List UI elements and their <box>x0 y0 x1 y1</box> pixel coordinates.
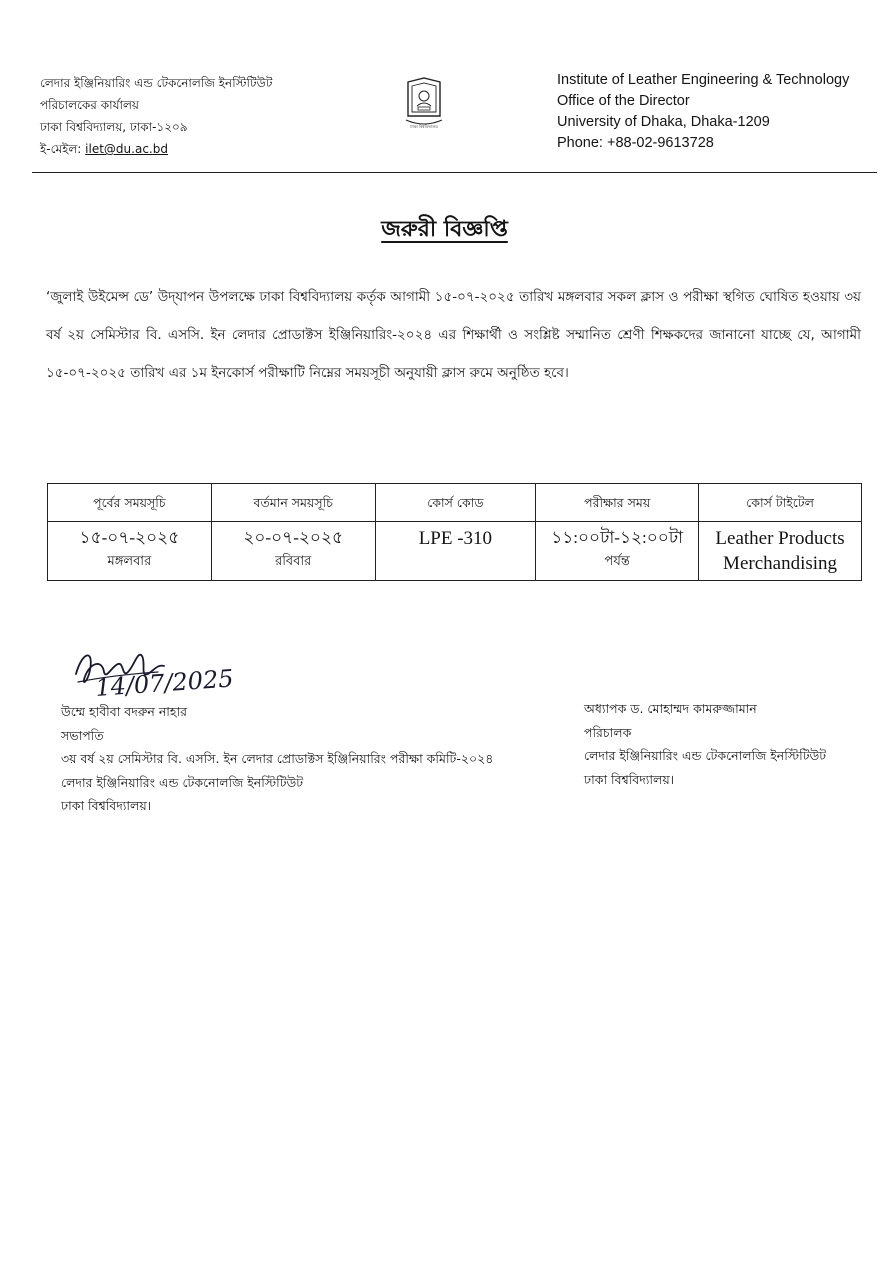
header-right-english <box>557 70 849 154</box>
previous-schedule-cell <box>48 522 212 581</box>
signatory-left-block <box>61 700 493 818</box>
signatory-left-name: উম্মে হাবীবা বদরুন নাহার <box>61 704 187 719</box>
header-current-schedule: বর্তমান সময়সূচি <box>211 484 375 522</box>
header-divider <box>32 172 877 173</box>
logo-caption: ঢাকা বিশ্ববিদ্যালয় <box>410 124 438 129</box>
current-date: ২০-০৭-২০২৫ <box>243 528 344 547</box>
header-course-code: কোর্স কোড <box>375 484 536 522</box>
institute-name-bn: লেদার ইঞ্জিনিয়ারিং এন্ড টেকনোলজি ইনস্টিটিউট <box>40 76 273 90</box>
university-address-bn: ঢাকা বিশ্ববিদ্যালয়, ঢাকা-১২০৯ <box>40 120 188 134</box>
university-logo-icon <box>404 76 444 132</box>
current-day: রবিবার <box>275 554 312 569</box>
exam-schedule-table <box>47 483 862 581</box>
header-exam-time: পরীক্ষার সময় <box>536 484 699 522</box>
table-header-row <box>48 484 862 522</box>
signature-date: 14/07/2025 <box>94 664 235 702</box>
office-name-bn: পরিচালকের কার্যালয় <box>40 98 139 112</box>
signatory-right-institute: লেদার ইঞ্জিনিয়ারিং এন্ড টেকনোলজি ইনস্টিটিউট <box>584 748 827 763</box>
signatory-right-role: পরিচালক <box>584 724 632 740</box>
course-title-cell <box>699 522 862 581</box>
signatory-right-block <box>584 697 826 791</box>
exam-time: ১১:০০টা-১২:০০টা <box>551 528 684 547</box>
signatory-right-name: অধ্যাপক ড. মোহাম্মদ কামরুজ্জামান <box>584 701 757 716</box>
exam-time-cell <box>536 522 699 581</box>
course-code: LPE -310 <box>418 528 493 549</box>
header-course-title: কোর্স টাইটেল <box>699 484 862 522</box>
course-code-cell <box>375 522 536 581</box>
signatory-left-university: ঢাকা বিশ্ববিদ্যালয়। <box>61 798 152 813</box>
previous-day: মঙ্গলবার <box>107 554 152 569</box>
email-link[interactable]: ilet@du.ac.bd <box>85 142 168 156</box>
notice-title: জরুরী বিজ্ঞপ্তি <box>381 217 508 242</box>
table-row <box>48 522 862 581</box>
email-label: ই-মেইল: <box>40 142 82 156</box>
header-previous-schedule: পূর্বের সময়সূচি <box>48 484 212 522</box>
office-name-en: Office of the Director <box>557 93 690 109</box>
signatory-left-role: সভাপতি <box>61 727 104 743</box>
course-title-line1: Leather Products <box>715 528 845 549</box>
exam-time-suffix: পর্যন্ত <box>604 554 630 569</box>
notice-body: ‘জুলাই উইমেন্স ডে’ উদ্‌যাপন উপলক্ষে ঢাকা বিশ্ববিদ্যালয় কর্তৃক আগামী ১৫-০৭-২০২৫ তারিখ মঙ্গলবার সকল ক্লাস ও পরীক্ষা স্থগিত ঘোষিত হওয়ায় ৩য় বর্ষ ২য় সেমিস্টার বি. এসসি. ইন লেদার প্রোডাক্টস ইঞ্জিনিয়ারিং-২০২৪ এর শিক্ষার্থী ও সংশ্লিষ্ট সম্মানিত শ্রেণী শিক্ষকদের জানানো যাচ্ছে যে, আগামী ১৫-০৭-২০২৫ তারিখ এর ১ম ইনকোর্স পরীক্ষাটি নিম্নের সময়সূচী অনুযায়ী ক্লাস রুমে অনুষ্ঠিত হবে। <box>46 289 861 381</box>
phone-number: Phone: +88-02-9613728 <box>557 135 714 151</box>
email-line <box>40 138 272 160</box>
course-title-line2: Merchandising <box>723 553 838 574</box>
signatory-left-institute: লেদার ইঞ্জিনিয়ারিং এন্ড টেকনোলজি ইনস্টিটিউট <box>61 774 304 790</box>
previous-date: ১৫-০৭-২০২৫ <box>79 528 180 547</box>
current-schedule-cell <box>211 522 375 581</box>
signatory-right-university: ঢাকা বিশ্ববিদ্যালয়। <box>584 771 675 787</box>
university-address-en: University of Dhaka, Dhaka-1209 <box>557 114 770 130</box>
signatory-left-committee: ৩য় বর্ষ ২য় সেমিস্টার বি. এসসি. ইন লেদার প্রোডাক্টস ইঞ্জিনিয়ারিং পরীক্ষা কমিটি-২০২৪ <box>61 751 494 766</box>
header-left-bangla <box>40 72 272 160</box>
institute-name-en: Institute of Leather Engineering & Technology <box>557 72 850 88</box>
